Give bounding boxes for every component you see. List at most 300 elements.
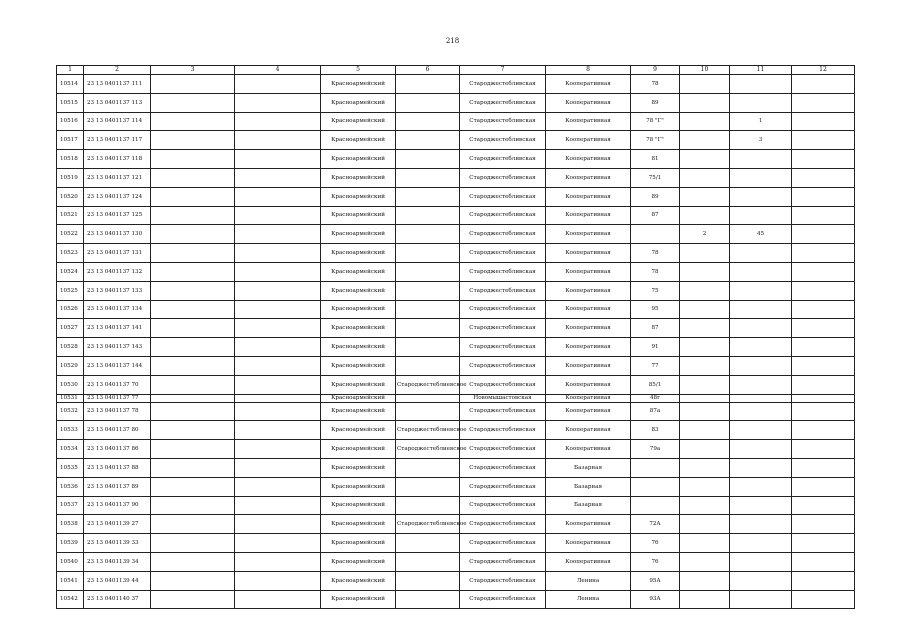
table-cell-col-3 [151,319,235,338]
table-cell-col-11 [730,375,792,394]
table-cell-col-5: Красноармейский [321,458,396,477]
table-cell-col-7: Староджестебливская [460,552,546,571]
table-row [57,187,855,206]
table-cell-col-9 [631,477,680,496]
table-cell-col-8: Кооперативная [546,93,631,112]
table-cell-col-1: 10536 [57,477,84,496]
table-cell-col-3 [151,338,235,357]
table-cell-col-9: 95А [631,571,680,590]
table-cell-col-1: 10518 [57,150,84,169]
table-cell-col-10 [680,112,730,131]
table-cell-col-5: Красноармейский [321,93,396,112]
table-cell-col-6 [396,300,460,319]
table-cell-col-8: Кооперативная [546,168,631,187]
table-cell-col-7: Староджестебливская [460,440,546,459]
table-cell-col-11 [730,534,792,553]
table-cell-col-12 [792,515,855,534]
table-cell-col-1: 10537 [57,496,84,515]
table-cell-col-12 [792,187,855,206]
table-cell-col-2: 23 13 0401137 144 [84,356,151,375]
table-cell-col-4 [235,477,321,496]
table-cell-col-2: 23 13 0401139 27 [84,515,151,534]
table-row [57,93,855,112]
table-cell-col-5: Красноармейский [321,262,396,281]
table-cell-col-12 [792,319,855,338]
table-cell-col-2: 23 13 0401137 131 [84,244,151,263]
table-cell-col-8: Кооперативная [546,75,631,94]
table-cell-col-10 [680,421,730,440]
table-cell-col-10 [680,300,730,319]
table-cell-col-5: Красноармейский [321,496,396,515]
table-cell-col-3 [151,534,235,553]
table-cell-col-1: 10531 [57,394,84,402]
table-cell-col-2: 23 13 0401137 134 [84,300,151,319]
table-cell-col-4 [235,394,321,402]
column-header-12: 12 [792,66,855,75]
table-row [57,281,855,300]
table-row [57,338,855,357]
table-cell-col-8: Ленина [546,590,631,609]
table-cell-col-7: Староджестебливская [460,458,546,477]
header-row [57,66,855,75]
table-cell-col-1: 10517 [57,131,84,150]
table-cell-col-7: Староджестебливская [460,281,546,300]
table-cell-col-12 [792,338,855,357]
table-cell-col-4 [235,281,321,300]
table-cell-col-7: Староджестебливская [460,131,546,150]
column-header-4: 4 [235,66,321,75]
table-cell-col-3 [151,402,235,421]
table-cell-col-5: Красноармейский [321,590,396,609]
table-cell-col-4 [235,571,321,590]
table-cell-col-11 [730,281,792,300]
table-cell-col-9: 79а [631,440,680,459]
table-cell-col-9: 78 [631,244,680,263]
table-cell-col-4 [235,131,321,150]
table-cell-col-8: Кооперативная [546,150,631,169]
table-cell-col-5: Красноармейский [321,440,396,459]
table-cell-col-7: Староджестебливская [460,590,546,609]
table-cell-col-1: 10527 [57,319,84,338]
table-cell-col-2: 23 13 0401137 86 [84,440,151,459]
table-cell-col-2: 23 13 0401137 80 [84,421,151,440]
table-cell-col-7: Староджестебливская [460,75,546,94]
table-cell-col-7: Староджестебливская [460,338,546,357]
table-cell-col-5: Красноармейский [321,225,396,244]
column-header-1: 1 [57,66,84,75]
table-cell-col-8: Кооперативная [546,421,631,440]
column-header-3: 3 [151,66,235,75]
table-cell-col-7: Староджестебливская [460,534,546,553]
table-cell-col-3 [151,552,235,571]
table-cell-col-12 [792,590,855,609]
column-header-11: 11 [730,66,792,75]
table-cell-col-10 [680,319,730,338]
table-cell-col-5: Красноармейский [321,534,396,553]
table-cell-col-6 [396,496,460,515]
column-header-10: 10 [680,66,730,75]
table-cell-col-4 [235,552,321,571]
table-cell-col-9: 89 [631,187,680,206]
table-cell-col-9: 75/1 [631,168,680,187]
table-cell-col-4 [235,402,321,421]
table-row [57,375,855,394]
table-cell-col-3 [151,244,235,263]
table-cell-col-10 [680,402,730,421]
table-cell-col-4 [235,150,321,169]
table-cell-col-11 [730,496,792,515]
table-row [57,440,855,459]
table-cell-col-11 [730,356,792,375]
table-cell-col-12 [792,394,855,402]
table-cell-col-12 [792,402,855,421]
table-cell-col-5: Красноармейский [321,187,396,206]
table-cell-col-2: 23 13 0401137 132 [84,262,151,281]
table-cell-col-11 [730,187,792,206]
table-cell-col-10 [680,552,730,571]
table-cell-col-3 [151,131,235,150]
table-cell-col-2: 23 13 0401137 113 [84,93,151,112]
column-header-7: 7 [460,66,546,75]
table-cell-col-6: Староджестеблиевское [396,440,460,459]
table-cell-col-11 [730,262,792,281]
table-cell-col-1: 10515 [57,93,84,112]
table-cell-col-8: Кооперативная [546,281,631,300]
table-cell-col-9: 78 "Г" [631,131,680,150]
table-cell-col-9: 76 [631,534,680,553]
page-number: 218 [445,37,460,45]
table-cell-col-5: Красноармейский [321,571,396,590]
table-row [57,112,855,131]
table-cell-col-9: 77 [631,356,680,375]
table-cell-col-12 [792,262,855,281]
table-cell-col-8: Кооперативная [546,244,631,263]
table-row [57,590,855,609]
table-row [57,244,855,263]
table-cell-col-5: Красноармейский [321,131,396,150]
table-cell-col-11 [730,150,792,169]
table-cell-col-11 [730,338,792,357]
table-cell-col-3 [151,93,235,112]
table-cell-col-4 [235,375,321,394]
table-cell-col-4 [235,244,321,263]
table-cell-col-11: 45 [730,225,792,244]
table-cell-col-2: 23 13 0401137 130 [84,225,151,244]
table-cell-col-8: Базарная [546,477,631,496]
table-cell-col-6: Староджестеблиевское [396,421,460,440]
table-cell-col-5: Красноармейский [321,319,396,338]
table-cell-col-7: Староджестебливская [460,112,546,131]
table-row [57,168,855,187]
table-cell-col-12 [792,552,855,571]
table-cell-col-9: 87 [631,319,680,338]
table-cell-col-1: 10533 [57,421,84,440]
table-cell-col-1: 10521 [57,206,84,225]
table-cell-col-12 [792,477,855,496]
table-cell-col-7: Староджестебливская [460,168,546,187]
table-cell-col-12 [792,206,855,225]
table-cell-col-6 [396,281,460,300]
table-cell-col-3 [151,356,235,375]
table-cell-col-9: 85/1 [631,375,680,394]
table-cell-col-10 [680,477,730,496]
table-cell-col-4 [235,319,321,338]
table-cell-col-8: Кооперативная [546,402,631,421]
table-cell-col-4 [235,421,321,440]
table-cell-col-1: 10514 [57,75,84,94]
table-cell-col-8: Кооперативная [546,394,631,402]
table-cell-col-7: Староджестебливская [460,319,546,338]
table-cell-col-1: 10524 [57,262,84,281]
table-cell-col-2: 23 13 0401137 78 [84,402,151,421]
table-cell-col-6 [396,150,460,169]
table-cell-col-8: Базарная [546,496,631,515]
table-cell-col-2: 23 13 0401137 118 [84,150,151,169]
table-cell-col-6 [396,262,460,281]
table-cell-col-8: Базарная [546,458,631,477]
table-cell-col-4 [235,440,321,459]
table-cell-col-9: 48г [631,394,680,402]
table-cell-col-1: 10526 [57,300,84,319]
table-cell-col-3 [151,187,235,206]
table-cell-col-8: Кооперативная [546,440,631,459]
table-cell-col-7: Староджестебливская [460,375,546,394]
table-cell-col-9: 81 [631,150,680,169]
table-row [57,515,855,534]
table-cell-col-4 [235,515,321,534]
table-cell-col-11 [730,571,792,590]
table-cell-col-10 [680,394,730,402]
table-cell-col-9: 72А [631,515,680,534]
table-cell-col-12 [792,93,855,112]
table-cell-col-8: Кооперативная [546,300,631,319]
table-cell-col-10 [680,356,730,375]
table-cell-col-10 [680,375,730,394]
table-cell-col-12 [792,375,855,394]
table-cell-col-7: Новомышастовская [460,394,546,402]
table-cell-col-9: 91 [631,338,680,357]
table-cell-col-9: 75 [631,281,680,300]
table-cell-col-1: 10520 [57,187,84,206]
table-cell-col-10 [680,534,730,553]
table-cell-col-11 [730,394,792,402]
table-cell-col-3 [151,571,235,590]
table-cell-col-5: Красноармейский [321,150,396,169]
table-cell-col-3 [151,477,235,496]
table-cell-col-11 [730,300,792,319]
table-cell-col-2: 23 13 0401139 44 [84,571,151,590]
table-cell-col-4 [235,187,321,206]
table-cell-col-7: Староджестебливская [460,571,546,590]
table-cell-col-11 [730,93,792,112]
table-cell-col-12 [792,244,855,263]
table-cell-col-2: 23 13 0401137 70 [84,375,151,394]
table-cell-col-7: Староджестебливская [460,244,546,263]
table-cell-col-3 [151,206,235,225]
table-cell-col-2: 23 13 0401137 114 [84,112,151,131]
table-cell-col-4 [235,75,321,94]
table-cell-col-11 [730,402,792,421]
table-cell-col-11: 3 [730,131,792,150]
table-row [57,571,855,590]
table-cell-col-3 [151,496,235,515]
table-cell-col-11 [730,244,792,263]
table-cell-col-5: Красноармейский [321,281,396,300]
table-cell-col-7: Староджестебливская [460,206,546,225]
table-cell-col-10 [680,338,730,357]
table-cell-col-2: 23 13 0401137 90 [84,496,151,515]
table-cell-col-5: Красноармейский [321,206,396,225]
table-cell-col-3 [151,590,235,609]
table-cell-col-12 [792,281,855,300]
table-cell-col-5: Красноармейский [321,552,396,571]
table-row [57,458,855,477]
table-cell-col-11 [730,477,792,496]
table-cell-col-1: 10523 [57,244,84,263]
table-cell-col-7: Староджестебливская [460,262,546,281]
table-cell-col-9: 76 [631,552,680,571]
table-cell-col-7: Староджестебливская [460,150,546,169]
table-cell-col-8: Кооперативная [546,356,631,375]
table-cell-col-5: Красноармейский [321,375,396,394]
table-cell-col-9: 78 "Г" [631,112,680,131]
table-row [57,225,855,244]
table-cell-col-9 [631,225,680,244]
table-cell-col-8: Кооперативная [546,225,631,244]
table-cell-col-11: 1 [730,112,792,131]
table-row [57,300,855,319]
table-cell-col-4 [235,206,321,225]
table-row [57,496,855,515]
table-cell-col-6 [396,112,460,131]
table-cell-col-5: Красноармейский [321,244,396,263]
table-cell-col-5: Красноармейский [321,402,396,421]
table-cell-col-12 [792,300,855,319]
table-cell-col-1: 10534 [57,440,84,459]
table-cell-col-2: 23 13 0401137 121 [84,168,151,187]
table-cell-col-6 [396,319,460,338]
table-cell-col-12 [792,534,855,553]
table-cell-col-11 [730,552,792,571]
table-cell-col-9: 78 [631,262,680,281]
table-cell-col-3 [151,515,235,534]
table-cell-col-8: Кооперативная [546,262,631,281]
table-cell-col-12 [792,112,855,131]
table-cell-col-1: 10529 [57,356,84,375]
table-cell-col-5: Красноармейский [321,356,396,375]
table-cell-col-2: 23 13 0401137 117 [84,131,151,150]
table-row [57,262,855,281]
column-header-5: 5 [321,66,396,75]
table-row [57,356,855,375]
table-cell-col-10 [680,571,730,590]
table-cell-col-1: 10522 [57,225,84,244]
table-cell-col-6 [396,458,460,477]
table-cell-col-12 [792,496,855,515]
table-cell-col-6 [396,402,460,421]
table-cell-col-4 [235,356,321,375]
table-cell-col-3 [151,421,235,440]
table-cell-col-10 [680,496,730,515]
table-cell-col-6 [396,394,460,402]
table-cell-col-8: Кооперативная [546,131,631,150]
table-cell-col-2: 23 13 0401140 37 [84,590,151,609]
table-cell-col-12 [792,225,855,244]
table-cell-col-9 [631,496,680,515]
table-cell-col-8: Кооперативная [546,319,631,338]
table-cell-col-5: Красноармейский [321,394,396,402]
table-cell-col-6 [396,552,460,571]
table-cell-col-10 [680,150,730,169]
table-cell-col-12 [792,458,855,477]
table-cell-col-4 [235,225,321,244]
table-cell-col-2: 23 13 0401137 125 [84,206,151,225]
table-cell-col-3 [151,440,235,459]
table-row [57,319,855,338]
table-cell-col-4 [235,112,321,131]
table-cell-col-2: 23 13 0401137 88 [84,458,151,477]
table-cell-col-10 [680,515,730,534]
table-cell-col-7: Староджестебливская [460,477,546,496]
table-cell-col-8: Кооперативная [546,187,631,206]
table-cell-col-10 [680,440,730,459]
table-row [57,534,855,553]
table-cell-col-12 [792,75,855,94]
table-cell-col-11 [730,515,792,534]
table-cell-col-6: Староджестеблиевское [396,515,460,534]
table-cell-col-7: Староджестебливская [460,421,546,440]
table-cell-col-6 [396,356,460,375]
table-cell-col-6 [396,187,460,206]
table-cell-col-1: 10528 [57,338,84,357]
table-cell-col-1: 10535 [57,458,84,477]
table-cell-col-5: Красноармейский [321,515,396,534]
table-row [57,206,855,225]
table-cell-col-8: Кооперативная [546,112,631,131]
table-cell-col-12 [792,571,855,590]
table-cell-col-6 [396,338,460,357]
table-cell-col-7: Староджестебливская [460,300,546,319]
table-cell-col-8: Кооперативная [546,534,631,553]
table-cell-col-9: 89 [631,93,680,112]
table-cell-col-10 [680,93,730,112]
table-cell-col-2: 23 13 0401139 34 [84,552,151,571]
table-cell-col-7: Староджестебливская [460,402,546,421]
table-cell-col-4 [235,168,321,187]
table-cell-col-2: 23 13 0401137 141 [84,319,151,338]
table-cell-col-8: Кооперативная [546,375,631,394]
table-cell-col-3 [151,458,235,477]
table-cell-col-3 [151,168,235,187]
table-cell-col-6 [396,477,460,496]
table-cell-col-1: 10519 [57,168,84,187]
table-cell-col-6 [396,534,460,553]
table-row [57,394,855,402]
table-cell-col-12 [792,440,855,459]
table-cell-col-3 [151,150,235,169]
table-cell-col-7: Староджестебливская [460,356,546,375]
table-row [57,402,855,421]
table-cell-col-10 [680,262,730,281]
table-cell-col-10: 2 [680,225,730,244]
table-cell-col-9: 78 [631,75,680,94]
column-header-9: 9 [631,66,680,75]
column-header-2: 2 [84,66,151,75]
table-cell-col-12 [792,421,855,440]
table-cell-col-2: 23 13 0401137 111 [84,75,151,94]
table-cell-col-10 [680,281,730,300]
table-row [57,150,855,169]
